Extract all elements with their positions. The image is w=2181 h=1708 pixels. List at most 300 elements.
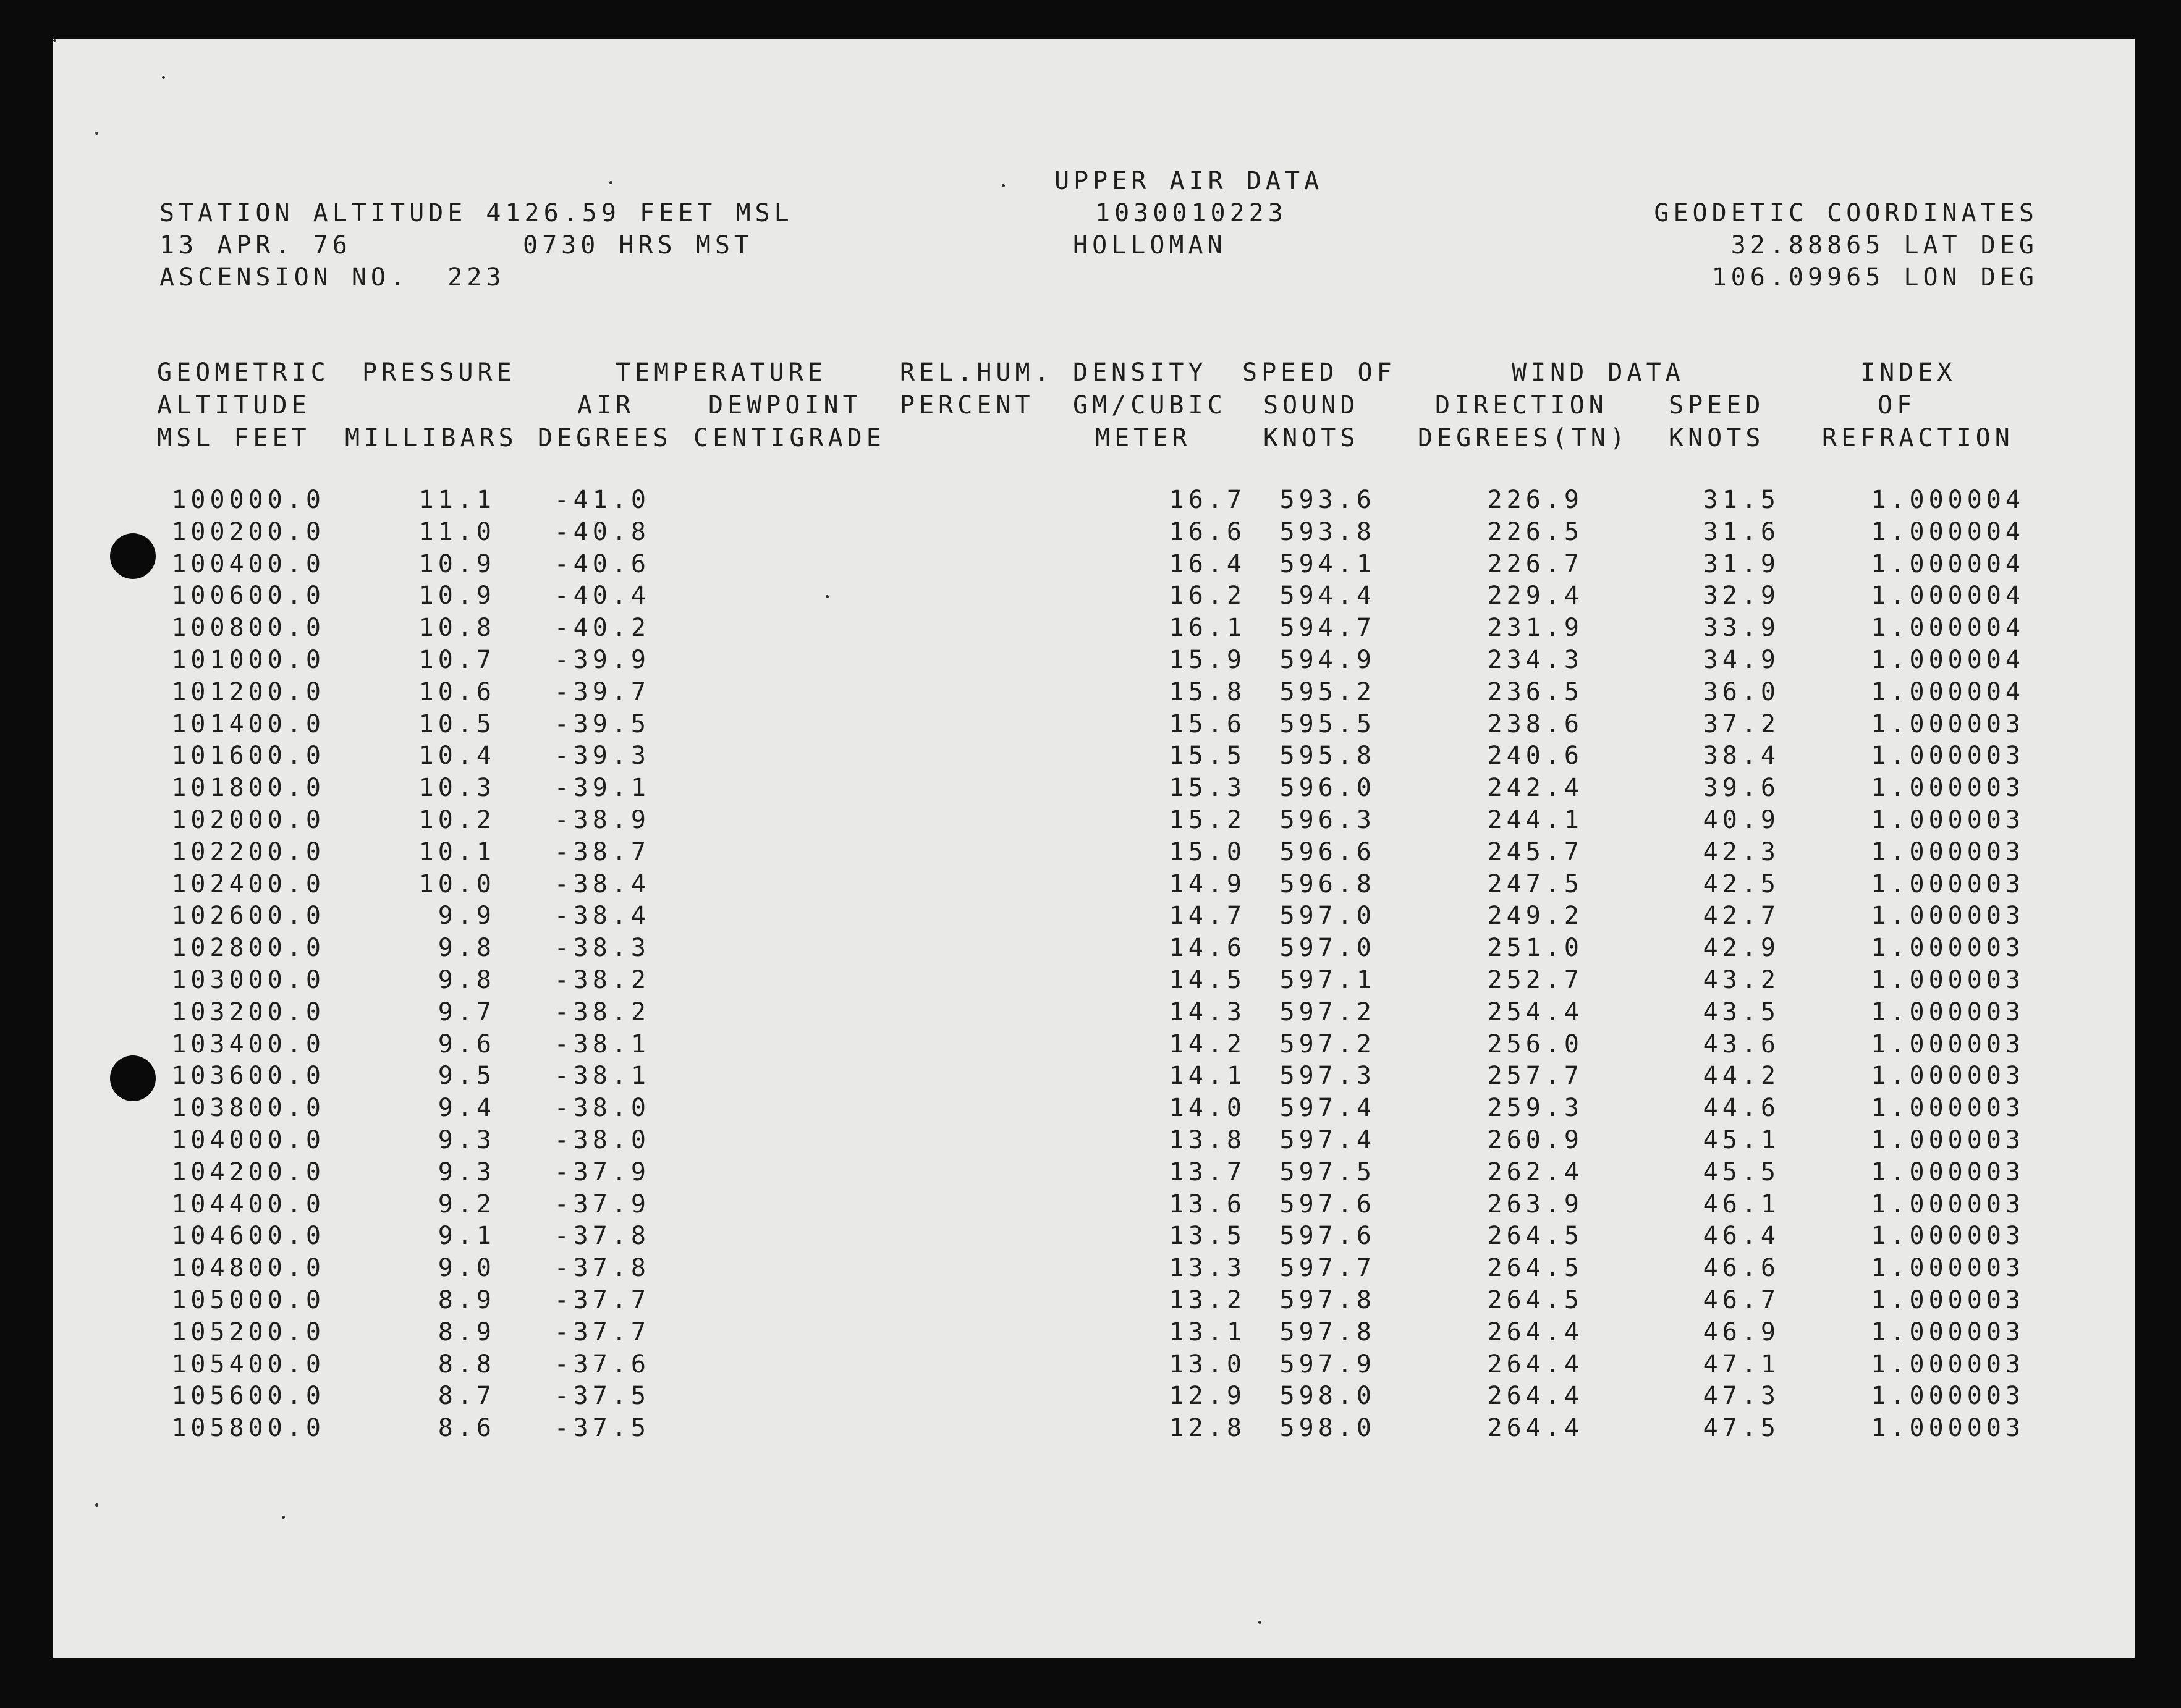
wind-speed-cell: 33.9 — [1703, 614, 1780, 643]
table-row — [53, 1416, 2135, 1445]
pressure-cell: 9.7 — [438, 997, 496, 1026]
altitude-cell: 105800.0 — [171, 1414, 325, 1443]
sound-speed-cell: 597.2 — [1279, 997, 1376, 1026]
wind-speed-cell: 46.7 — [1703, 1286, 1780, 1314]
pressure-cell: 9.0 — [438, 1254, 496, 1283]
wind-speed-cell: 32.9 — [1703, 581, 1780, 611]
wind-direction-cell: 257.7 — [1487, 1062, 1583, 1091]
refraction-cell: 1.000003 — [1871, 1029, 2025, 1059]
altitude-cell: 104400.0 — [171, 1190, 325, 1219]
paper-speck — [1258, 1621, 1261, 1624]
col-speed-line2: KNOTS — [1669, 424, 1765, 452]
altitude-cell: 100600.0 — [171, 581, 325, 611]
wind-direction-cell: 264.5 — [1487, 1286, 1583, 1314]
refraction-cell: 1.000003 — [1871, 709, 2025, 738]
paper-speck — [95, 132, 98, 135]
altitude-cell: 103600.0 — [171, 1062, 325, 1091]
col-wind-data: WIND DATA — [1512, 358, 1685, 387]
wind-speed-cell: 47.1 — [1703, 1350, 1780, 1379]
wind-speed-cell: 34.9 — [1703, 646, 1780, 674]
refraction-cell: 1.000004 — [1871, 677, 2025, 706]
refraction-cell: 1.000003 — [1871, 1414, 2025, 1443]
altitude-cell: 103400.0 — [171, 1029, 325, 1059]
report-time: 0730 HRS MST — [523, 231, 753, 260]
air-temp-cell: -38.4 — [554, 869, 650, 898]
sound-speed-cell: 597.4 — [1279, 1094, 1376, 1123]
col-pressure-line2: MILLIBARS — [345, 424, 518, 452]
wind-direction-cell: 238.6 — [1487, 709, 1583, 738]
air-temp-cell: -37.7 — [554, 1286, 650, 1314]
wind-direction-cell: 236.5 — [1487, 677, 1583, 706]
altitude-cell: 105600.0 — [171, 1382, 325, 1411]
wind-direction-cell: 226.7 — [1487, 549, 1583, 578]
refraction-cell: 1.000003 — [1871, 1190, 2025, 1219]
density-cell: 13.6 — [1169, 1190, 1246, 1219]
density-cell: 15.9 — [1169, 646, 1246, 674]
pressure-cell: 10.7 — [418, 646, 496, 674]
paper-speck — [162, 76, 165, 79]
air-temp-cell: -40.6 — [554, 549, 650, 578]
density-cell: 14.7 — [1169, 902, 1246, 931]
altitude-cell: 101800.0 — [171, 774, 325, 803]
table-row — [53, 968, 2135, 997]
density-cell: 13.8 — [1169, 1126, 1246, 1154]
table-row — [53, 677, 2135, 709]
refraction-cell: 1.000003 — [1871, 997, 2025, 1026]
pressure-cell: 8.9 — [438, 1286, 496, 1314]
altitude-cell: 100400.0 — [171, 549, 325, 578]
density-cell: 14.2 — [1169, 1029, 1246, 1059]
wind-speed-cell: 36.0 — [1703, 677, 1780, 706]
air-temp-cell: -39.3 — [554, 742, 650, 771]
density-cell: 16.2 — [1169, 581, 1246, 611]
wind-speed-cell: 42.9 — [1703, 934, 1780, 963]
air-temp-cell: -39.9 — [554, 646, 650, 674]
table-row — [53, 615, 2135, 645]
sound-speed-cell: 597.8 — [1279, 1286, 1376, 1314]
pressure-cell: 9.3 — [438, 1126, 496, 1154]
col-air-line2: DEGREES — [538, 424, 672, 452]
wind-direction-cell: 247.5 — [1487, 869, 1583, 898]
col-dewpoint-line2: CENTIGRADE — [693, 424, 886, 452]
col-density-line2: GM/CUBIC — [1073, 391, 1227, 420]
density-cell: 15.5 — [1169, 742, 1246, 771]
density-cell: 16.7 — [1169, 486, 1246, 514]
wind-speed-cell: 37.2 — [1703, 709, 1780, 738]
pressure-cell: 10.2 — [418, 806, 496, 834]
density-cell: 14.5 — [1169, 966, 1246, 994]
density-cell: 15.3 — [1169, 774, 1246, 803]
pressure-cell: 10.1 — [418, 837, 496, 866]
table-row — [53, 1352, 2135, 1382]
col-temperature: TEMPERATURE — [616, 358, 827, 387]
pressure-cell: 9.1 — [438, 1222, 496, 1251]
report-date: 13 APR. 76 — [159, 231, 352, 260]
altitude-cell: 102600.0 — [171, 902, 325, 931]
wind-speed-cell: 44.6 — [1703, 1094, 1780, 1123]
table-row — [53, 488, 2135, 517]
pressure-cell: 9.5 — [438, 1062, 496, 1091]
altitude-cell: 104800.0 — [171, 1254, 325, 1283]
refraction-cell: 1.000003 — [1871, 1286, 2025, 1314]
report-title: UPPER AIR DATA — [1054, 167, 1324, 195]
wind-speed-cell: 31.9 — [1703, 549, 1780, 578]
pressure-cell: 9.8 — [438, 934, 496, 963]
altitude-cell: 104200.0 — [171, 1157, 325, 1186]
col-sound-line3: KNOTS — [1263, 424, 1360, 452]
density-cell: 12.9 — [1169, 1382, 1246, 1411]
altitude-cell: 102400.0 — [171, 869, 325, 898]
wind-speed-cell: 43.2 — [1703, 966, 1780, 994]
density-cell: 14.3 — [1169, 997, 1246, 1026]
sound-speed-cell: 595.8 — [1279, 742, 1376, 771]
sound-speed-cell: 594.4 — [1279, 581, 1376, 611]
sound-speed-cell: 598.0 — [1279, 1382, 1376, 1411]
table-row — [53, 1288, 2135, 1317]
col-density-line1: DENSITY — [1073, 358, 1208, 387]
geodetic-coordinates-label: GEODETIC COORDINATES — [1654, 199, 2038, 227]
density-cell: 16.4 — [1169, 549, 1246, 578]
sound-speed-cell: 597.0 — [1279, 902, 1376, 931]
density-cell: 13.3 — [1169, 1254, 1246, 1283]
table-row — [53, 1317, 2135, 1350]
sound-speed-cell: 593.6 — [1279, 486, 1376, 514]
pressure-cell: 10.0 — [418, 869, 496, 898]
density-cell: 15.0 — [1169, 837, 1246, 866]
air-temp-cell: -37.9 — [554, 1190, 650, 1219]
refraction-cell: 1.000004 — [1871, 581, 2025, 611]
table-row — [53, 1384, 2135, 1413]
col-air-line1: AIR — [577, 391, 635, 420]
station-altitude: STATION ALTITUDE 4126.59 FEET MSL — [159, 199, 794, 227]
table-row — [53, 837, 2135, 869]
pressure-cell: 8.6 — [438, 1414, 496, 1443]
table-row — [53, 1096, 2135, 1125]
wind-speed-cell: 47.5 — [1703, 1414, 1780, 1443]
altitude-cell: 100800.0 — [171, 614, 325, 643]
pressure-cell: 10.3 — [418, 774, 496, 803]
col-sound-line2: SOUND — [1263, 391, 1360, 420]
sound-speed-cell: 597.7 — [1279, 1254, 1376, 1283]
sound-speed-cell: 596.6 — [1279, 837, 1376, 866]
refraction-cell: 1.000004 — [1871, 486, 2025, 514]
wind-direction-cell: 249.2 — [1487, 902, 1583, 931]
air-temp-cell: -38.2 — [554, 966, 650, 994]
table-row — [53, 1063, 2135, 1093]
wind-speed-cell: 47.3 — [1703, 1382, 1780, 1411]
sound-speed-cell: 596.3 — [1279, 806, 1376, 834]
table-row — [53, 1192, 2135, 1222]
table-row — [53, 648, 2135, 677]
refraction-cell: 1.000003 — [1871, 1094, 2025, 1123]
table-row — [53, 1128, 2135, 1157]
density-cell: 13.5 — [1169, 1222, 1246, 1251]
air-temp-cell: -41.0 — [554, 486, 650, 514]
sound-speed-cell: 597.1 — [1279, 966, 1376, 994]
refraction-cell: 1.000003 — [1871, 966, 2025, 994]
printout-page — [53, 39, 2135, 1658]
wind-direction-cell: 256.0 — [1487, 1029, 1583, 1059]
altitude-cell: 104000.0 — [171, 1126, 325, 1154]
density-cell: 12.8 — [1169, 1414, 1246, 1443]
pressure-cell: 9.8 — [438, 966, 496, 994]
density-cell: 15.6 — [1169, 709, 1246, 738]
table-row — [53, 583, 2135, 613]
refraction-cell: 1.000003 — [1871, 774, 2025, 803]
ascension-number: ASCENSION NO. 223 — [159, 263, 506, 292]
wind-direction-cell: 263.9 — [1487, 1190, 1583, 1219]
sound-speed-cell: 593.8 — [1279, 517, 1376, 546]
wind-speed-cell: 42.5 — [1703, 869, 1780, 898]
table-row — [53, 743, 2135, 773]
altitude-cell: 104600.0 — [171, 1222, 325, 1251]
paper-speck — [95, 1503, 98, 1507]
wind-direction-cell: 240.6 — [1487, 742, 1583, 771]
air-temp-cell: -40.8 — [554, 517, 650, 546]
col-speed-line1: SPEED — [1669, 391, 1765, 420]
density-cell: 13.0 — [1169, 1350, 1246, 1379]
air-temp-cell: -39.1 — [554, 774, 650, 803]
air-temp-cell: -38.3 — [554, 934, 650, 963]
sound-speed-cell: 597.4 — [1279, 1126, 1376, 1154]
refraction-cell: 1.000003 — [1871, 1222, 2025, 1251]
pressure-cell: 10.4 — [418, 742, 496, 771]
pressure-cell: 8.8 — [438, 1350, 496, 1379]
density-cell: 14.0 — [1169, 1094, 1246, 1123]
table-row — [53, 1256, 2135, 1285]
refraction-cell: 1.000004 — [1871, 517, 2025, 546]
pressure-cell: 9.9 — [438, 902, 496, 931]
pressure-cell: 11.1 — [418, 486, 496, 514]
air-temp-cell: -40.4 — [554, 581, 650, 611]
pressure-cell: 9.4 — [438, 1094, 496, 1123]
wind-speed-cell: 38.4 — [1703, 742, 1780, 771]
wind-speed-cell: 40.9 — [1703, 806, 1780, 834]
air-temp-cell: -37.9 — [554, 1157, 650, 1186]
wind-direction-cell: 264.5 — [1487, 1222, 1583, 1251]
sound-speed-cell: 594.7 — [1279, 614, 1376, 643]
table-row — [53, 1157, 2135, 1190]
wind-direction-cell: 264.4 — [1487, 1382, 1583, 1411]
wind-speed-cell: 31.5 — [1703, 486, 1780, 514]
wind-speed-cell: 46.4 — [1703, 1222, 1780, 1251]
altitude-cell: 105200.0 — [171, 1317, 325, 1347]
air-temp-cell: -37.5 — [554, 1382, 650, 1411]
air-temp-cell: -38.4 — [554, 902, 650, 931]
sound-speed-cell: 595.5 — [1279, 709, 1376, 738]
pressure-cell: 9.6 — [438, 1029, 496, 1059]
wind-direction-cell: 231.9 — [1487, 614, 1583, 643]
col-pressure-line1: PRESSURE — [362, 358, 516, 387]
col-altitude-line3: MSL FEET — [157, 424, 311, 452]
sound-speed-cell: 597.5 — [1279, 1157, 1376, 1186]
altitude-cell: 101200.0 — [171, 677, 325, 706]
pressure-cell: 10.9 — [418, 581, 496, 611]
sound-speed-cell: 597.6 — [1279, 1190, 1376, 1219]
air-temp-cell: -38.1 — [554, 1029, 650, 1059]
wind-direction-cell: 244.1 — [1487, 806, 1583, 834]
paper-speck — [282, 1516, 285, 1519]
refraction-cell: 1.000003 — [1871, 934, 2025, 963]
wind-speed-cell: 45.5 — [1703, 1157, 1780, 1186]
air-temp-cell: -39.7 — [554, 677, 650, 706]
wind-direction-cell: 229.4 — [1487, 581, 1583, 611]
wind-direction-cell: 264.4 — [1487, 1414, 1583, 1443]
air-temp-cell: -38.2 — [554, 997, 650, 1026]
altitude-cell: 103200.0 — [171, 997, 325, 1026]
pressure-cell: 10.8 — [418, 614, 496, 643]
table-row — [53, 869, 2135, 902]
sound-speed-cell: 594.1 — [1279, 549, 1376, 578]
density-cell: 14.9 — [1169, 869, 1246, 898]
sound-speed-cell: 597.0 — [1279, 934, 1376, 963]
refraction-cell: 1.000004 — [1871, 614, 2025, 643]
density-cell: 13.2 — [1169, 1286, 1246, 1314]
col-refraction-line1: INDEX — [1860, 358, 1957, 387]
table-row — [53, 997, 2135, 1029]
paper-speck — [53, 39, 56, 42]
wind-speed-cell: 43.6 — [1703, 1029, 1780, 1059]
density-cell: 16.1 — [1169, 614, 1246, 643]
altitude-cell: 102200.0 — [171, 837, 325, 866]
air-temp-cell: -37.6 — [554, 1350, 650, 1379]
wind-direction-cell: 264.5 — [1487, 1254, 1583, 1283]
air-temp-cell: -37.7 — [554, 1317, 650, 1347]
density-cell: 15.8 — [1169, 677, 1246, 706]
density-cell: 13.7 — [1169, 1157, 1246, 1186]
wind-direction-cell: 226.5 — [1487, 517, 1583, 546]
density-cell: 13.1 — [1169, 1317, 1246, 1347]
table-row — [53, 709, 2135, 742]
air-temp-cell: -37.8 — [554, 1254, 650, 1283]
table-row — [53, 903, 2135, 933]
wind-direction-cell: 260.9 — [1487, 1126, 1583, 1154]
sound-speed-cell: 596.0 — [1279, 774, 1376, 803]
col-sound-line1: SPEED OF — [1242, 358, 1396, 387]
wind-direction-cell: 234.3 — [1487, 646, 1583, 674]
col-altitude-line2: ALTITUDE — [157, 391, 311, 420]
pressure-cell: 10.5 — [418, 709, 496, 738]
wind-direction-cell: 262.4 — [1487, 1157, 1583, 1186]
table-row — [53, 936, 2135, 965]
sound-speed-cell: 596.8 — [1279, 869, 1376, 898]
refraction-cell: 1.000003 — [1871, 1157, 2025, 1186]
col-relhum-line1: REL.HUM. — [900, 358, 1054, 387]
table-row — [53, 1224, 2135, 1253]
refraction-cell: 1.000003 — [1871, 1254, 2025, 1283]
altitude-cell: 102800.0 — [171, 934, 325, 963]
pressure-cell: 11.0 — [418, 517, 496, 546]
wind-direction-cell: 254.4 — [1487, 997, 1583, 1026]
altitude-cell: 100000.0 — [171, 486, 325, 514]
sound-speed-cell: 598.0 — [1279, 1414, 1376, 1443]
air-temp-cell: -38.9 — [554, 806, 650, 834]
sound-speed-cell: 597.6 — [1279, 1222, 1376, 1251]
col-refraction-line3: REFRACTION — [1822, 424, 2014, 452]
paper-speck — [609, 181, 612, 184]
wind-direction-cell: 226.9 — [1487, 486, 1583, 514]
col-direction-line2: DEGREES(TN) — [1418, 424, 1629, 452]
pressure-cell: 10.9 — [418, 549, 496, 578]
longitude: 106.09965 LON DEG — [1711, 263, 2038, 292]
col-dewpoint-line1: DEWPOINT — [708, 391, 862, 420]
refraction-cell: 1.000003 — [1871, 1350, 2025, 1379]
air-temp-cell: -40.2 — [554, 614, 650, 643]
refraction-cell: 1.000003 — [1871, 1126, 2025, 1154]
altitude-cell: 101600.0 — [171, 742, 325, 771]
table-row — [53, 549, 2135, 581]
refraction-cell: 1.000004 — [1871, 549, 2025, 578]
pressure-cell: 10.6 — [418, 677, 496, 706]
density-cell: 14.1 — [1169, 1062, 1246, 1091]
paper-speck — [1002, 184, 1005, 187]
wind-direction-cell: 264.4 — [1487, 1317, 1583, 1347]
altitude-cell: 102000.0 — [171, 806, 325, 834]
density-cell: 14.6 — [1169, 934, 1246, 963]
wind-speed-cell: 46.9 — [1703, 1317, 1780, 1347]
altitude-cell: 100200.0 — [171, 517, 325, 546]
wind-speed-cell: 45.1 — [1703, 1126, 1780, 1154]
refraction-cell: 1.000004 — [1871, 646, 2025, 674]
air-temp-cell: -38.0 — [554, 1126, 650, 1154]
wind-speed-cell: 43.5 — [1703, 997, 1780, 1026]
table-row — [53, 776, 2135, 805]
col-direction-line1: DIRECTION — [1435, 391, 1608, 420]
col-refraction-line2: OF — [1878, 391, 1916, 420]
wind-speed-cell: 42.7 — [1703, 902, 1780, 931]
density-cell: 15.2 — [1169, 806, 1246, 834]
wind-direction-cell: 252.7 — [1487, 966, 1583, 994]
air-temp-cell: -38.0 — [554, 1094, 650, 1123]
pressure-cell: 9.2 — [438, 1190, 496, 1219]
refraction-cell: 1.000003 — [1871, 742, 2025, 771]
col-altitude-line1: GEOMETRIC — [157, 358, 330, 387]
wind-speed-cell: 46.6 — [1703, 1254, 1780, 1283]
air-temp-cell: -37.8 — [554, 1222, 650, 1251]
refraction-cell: 1.000003 — [1871, 806, 2025, 834]
wind-speed-cell: 42.3 — [1703, 837, 1780, 866]
refraction-cell: 1.000003 — [1871, 869, 2025, 898]
sound-speed-cell: 597.9 — [1279, 1350, 1376, 1379]
table-row — [53, 1029, 2135, 1062]
wind-speed-cell: 46.1 — [1703, 1190, 1780, 1219]
refraction-cell: 1.000003 — [1871, 1317, 2025, 1347]
latitude: 32.88865 LAT DEG — [1730, 231, 2038, 260]
table-row — [53, 517, 2135, 549]
col-relhum-line2: PERCENT — [900, 391, 1035, 420]
pressure-cell: 9.3 — [438, 1157, 496, 1186]
table-row — [53, 808, 2135, 837]
wind-speed-cell: 44.2 — [1703, 1062, 1780, 1091]
wind-direction-cell: 259.3 — [1487, 1094, 1583, 1123]
pressure-cell: 8.9 — [438, 1317, 496, 1347]
pressure-cell: 8.7 — [438, 1382, 496, 1411]
refraction-cell: 1.000003 — [1871, 1382, 2025, 1411]
wind-speed-cell: 31.6 — [1703, 517, 1780, 546]
col-density-line3: METER — [1095, 424, 1192, 452]
air-temp-cell: -38.1 — [554, 1062, 650, 1091]
sound-speed-cell: 595.2 — [1279, 677, 1376, 706]
altitude-cell: 103800.0 — [171, 1094, 325, 1123]
sound-speed-cell: 594.9 — [1279, 646, 1376, 674]
air-temp-cell: -39.5 — [554, 709, 650, 738]
altitude-cell: 101000.0 — [171, 646, 325, 674]
density-cell: 16.6 — [1169, 517, 1246, 546]
refraction-cell: 1.000003 — [1871, 902, 2025, 931]
air-temp-cell: -38.7 — [554, 837, 650, 866]
sound-speed-cell: 597.3 — [1279, 1062, 1376, 1091]
refraction-cell: 1.000003 — [1871, 837, 2025, 866]
